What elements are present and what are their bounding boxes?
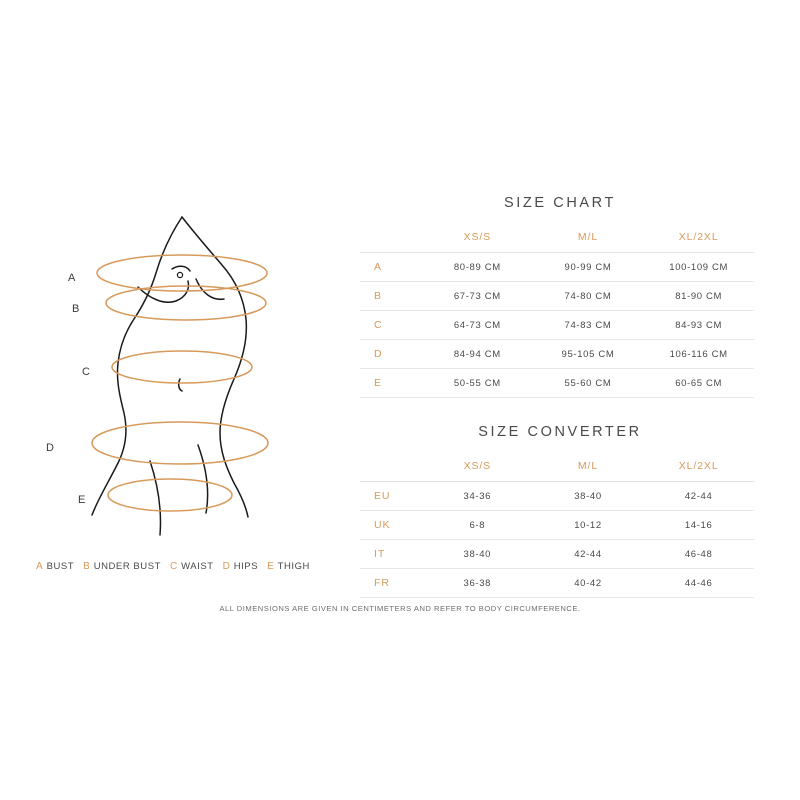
row-label: EU — [360, 482, 422, 511]
cell: 67-73 CM — [422, 282, 533, 311]
cell: 38-40 — [422, 540, 533, 569]
cell: 80-89 CM — [422, 253, 533, 282]
cell: 34-36 — [422, 482, 533, 511]
table-header-row — [360, 454, 754, 482]
cell: 6-8 — [422, 511, 533, 540]
cell: 95-105 CM — [533, 340, 644, 369]
cell: 40-42 — [533, 569, 644, 598]
size-chart-title: SIZE CHART — [504, 195, 616, 211]
row-label: E — [360, 369, 422, 398]
cell: 74-80 CM — [533, 282, 644, 311]
row-label: C — [360, 311, 422, 340]
size-chart-col-3: XL/2XL — [643, 225, 754, 253]
size-converter-col-0 — [360, 454, 422, 482]
body-measurement-illustration — [30, 195, 340, 595]
table-row — [360, 282, 754, 311]
legend-key: E — [267, 561, 275, 572]
cell: 42-44 — [533, 540, 644, 569]
legend-label: WAIST — [181, 561, 214, 572]
marker-c: C — [82, 366, 91, 378]
legend-key: A — [36, 561, 44, 572]
table-row — [360, 340, 754, 369]
table-spacer — [360, 398, 760, 424]
legend-key: D — [222, 561, 231, 572]
cell: 90-99 CM — [533, 253, 644, 282]
legend-label: UNDER BUST — [93, 561, 161, 572]
legend — [36, 561, 336, 572]
legend-label: HIPS — [233, 561, 259, 572]
cell: 44-46 — [643, 569, 754, 598]
legend-item-b — [83, 561, 161, 572]
size-converter-col-1: XS/S — [422, 454, 533, 482]
legend-key: C — [169, 561, 178, 572]
table-row — [360, 569, 754, 598]
cell: 106-116 CM — [643, 340, 754, 369]
cell: 60-65 CM — [643, 369, 754, 398]
row-label: D — [360, 340, 422, 369]
cell: 14-16 — [643, 511, 754, 540]
footnote: ALL DIMENSIONS ARE GIVEN IN CENTIMETERS AND REFER TO BODY CIRCUMFERENCE. — [219, 604, 581, 613]
row-label: UK — [360, 511, 422, 540]
legend-label: BUST — [46, 561, 75, 572]
size-converter-col-3: XL/2XL — [643, 454, 754, 482]
legend-label: THIGH — [277, 561, 310, 572]
table-row — [360, 311, 754, 340]
cell: 81-90 CM — [643, 282, 754, 311]
size-tables — [360, 195, 760, 598]
row-label: A — [360, 253, 422, 282]
cell: 74-83 CM — [533, 311, 644, 340]
size-converter-table — [360, 454, 754, 598]
legend-key: B — [83, 561, 91, 572]
row-label: FR — [360, 569, 422, 598]
cell: 64-73 CM — [422, 311, 533, 340]
legend-item-e — [267, 561, 310, 572]
cell: 36-38 — [422, 569, 533, 598]
cell: 38-40 — [533, 482, 644, 511]
legend-item-a — [36, 561, 74, 572]
table-row — [360, 253, 754, 282]
female-torso-icon — [30, 195, 340, 595]
cell: 50-55 CM — [422, 369, 533, 398]
size-converter-col-2: M/L — [533, 454, 644, 482]
row-label: B — [360, 282, 422, 311]
legend-item-d — [223, 561, 259, 572]
row-label: IT — [360, 540, 422, 569]
table-row — [360, 540, 754, 569]
table-row — [360, 511, 754, 540]
cell: 84-94 CM — [422, 340, 533, 369]
cell: 55-60 CM — [533, 369, 644, 398]
cell: 46-48 — [643, 540, 754, 569]
cell: 10-12 — [533, 511, 644, 540]
marker-e: E — [78, 494, 86, 506]
size-chart-col-2: M/L — [533, 225, 644, 253]
table-header-row — [360, 225, 754, 253]
size-chart-col-0 — [360, 225, 422, 253]
marker-a: A — [68, 272, 76, 284]
cell: 42-44 — [643, 482, 754, 511]
size-chart-col-1: XS/S — [422, 225, 533, 253]
cell: 100-109 CM — [643, 253, 754, 282]
marker-d: D — [46, 442, 55, 454]
cell: 84-93 CM — [643, 311, 754, 340]
size-converter-title: SIZE CONVERTER — [478, 424, 642, 440]
legend-item-c — [170, 561, 214, 572]
size-chart-table — [360, 225, 754, 398]
table-row — [360, 482, 754, 511]
table-row — [360, 369, 754, 398]
marker-b: B — [72, 303, 80, 315]
